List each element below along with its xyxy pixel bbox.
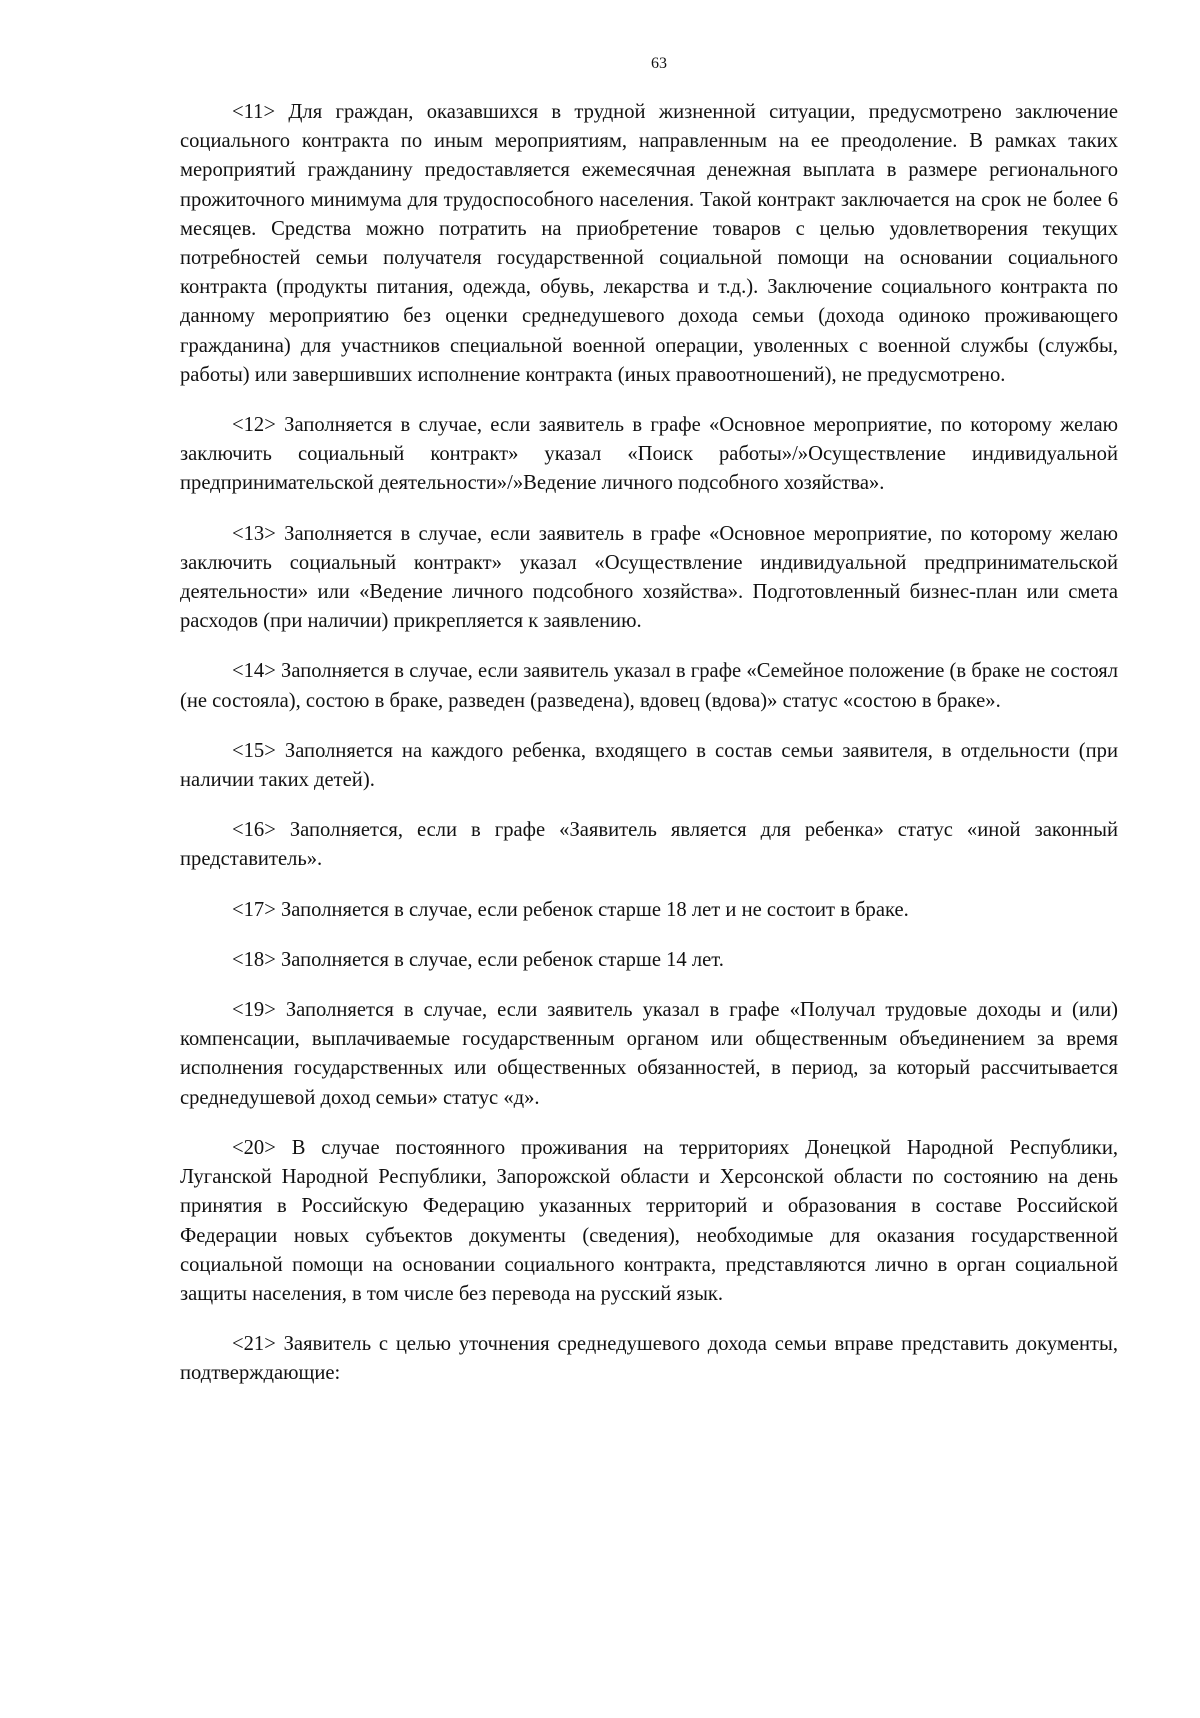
footnote-11: <11> Для граждан, оказавшихся в трудной жизненной ситуации, предусмотрено заключение социального контракта по иным мероприятиям, направленным на ее преодоление. В рамках таких мероприятий гражданину предоставляется ежемесячная денежная выплата в размере регионального прожиточного минимума для трудоспособного населения. Такой контракт заключается на срок не более 6 месяцев. Средства можно потратить на приобретение товаров с целью удовлетворения текущих потребностей семьи получателя государственной социальной помощи на основании социального контракта (продукты питания, одежда, обувь, лекарства и т.д.). Заключение социального контракта по данному мероприятию без оценки среднедушевого дохода семьи (дохода одиноко проживающего гражданина) для участников специальной военной операции, уволенных с военной службы (службы, работы) или завершивших исполнение контракта (иных правоотношений), не предусмотрено. — [180, 101, 1118, 386]
footnote-18: <18> Заполняется в случае, если ребенок старше 14 лет. — [232, 948, 724, 971]
page-number: 63 — [651, 55, 667, 72]
footnote-16: <16> Заполняется, если в графе «Заявитель является для ребенка» статус «иной законный представитель». — [180, 819, 1118, 871]
footnote-13: <13> Заполняется в случае, если заявитель в графе «Основное мероприятие, по которому желаю заключить социальный контракт» указал «Осуществление индивидуальной предпринимательской деятельности» или «Ведение личного подсобного хозяйства». Подготовленный бизнес-план или смета расходов (при наличии) прикрепляется к заявлению. — [180, 522, 1118, 633]
footnote-20: <20> В случае постоянного проживания на территориях Донецкой Народной Республики, Луганской Народной Республики, Запорожской области и Херсонской области по состоянию на день принятия в Российскую Федерацию указанных территорий и образования в составе Российской Федерации новых субъектов документы (сведения), необходимые для оказания государственной социальной помощи на основании социального контракта, представляются лично в орган социальной защиты населения, в том числе без перевода на русский язык. — [180, 1136, 1118, 1305]
footnote-19: <19> Заполняется в случае, если заявитель указал в графе «Получал трудовые доходы и (или) компенсации, выплачиваемые государственным органом или общественным объединением за время исполнения государственных или общественных обязанностей, в период, за который рассчитывается среднедушевой доход семьи» статус «д». — [180, 999, 1118, 1109]
footnote-15: <15> Заполняется на каждого ребенка, входящего в состав семьи заявителя, в отдельности (при наличии таких детей). — [180, 739, 1118, 792]
footnote-17: <17> Заполняется в случае, если ребенок старше 18 лет и не состоит в браке. — [232, 898, 909, 921]
footnote-14: <14> Заполняется в случае, если заявитель указал в графе «Семейное положение (в браке не состоял (не состояла), состою в браке, разведен (разведена), вдовец (вдова)» статус «состою в браке». — [180, 660, 1118, 712]
footnote-21: <21> Заявитель с целью уточнения среднедушевого дохода семьи вправе представить документы, подтверждающие: — [180, 1333, 1118, 1385]
footnote-12: <12> Заполняется в случае, если заявитель в графе «Основное мероприятие, по которому желаю заключить социальный контракт» указал «Поиск работы»/»Осуществление индивидуальной предпринимательской деятельности»/»Ведение личного подсобного хозяйства». — [180, 414, 1118, 495]
